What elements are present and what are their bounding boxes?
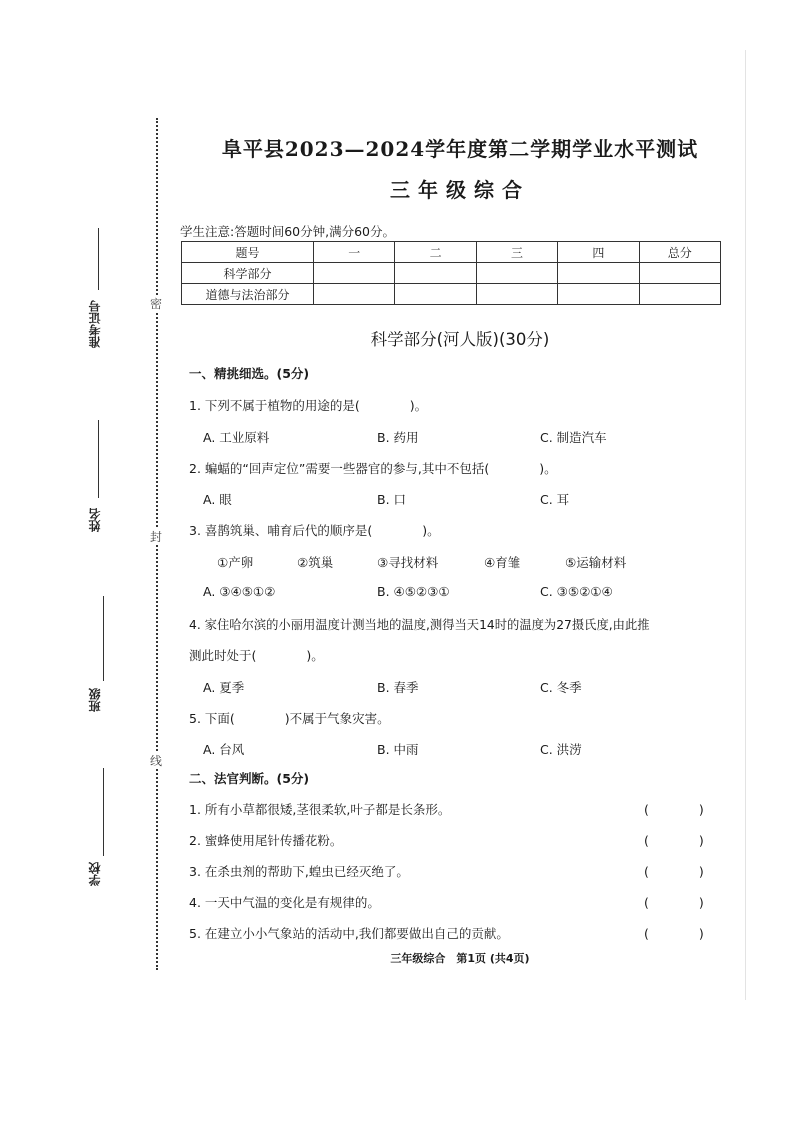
section-title: 科学部分(河人版)(30分) xyxy=(370,330,550,349)
q2-option-b: B. 口 xyxy=(377,492,407,507)
score-table-row xyxy=(182,263,721,284)
question-3: 3. 喜鹊筑巢、哺育后代的顺序是( )。 xyxy=(189,523,440,538)
q3-option-c: C. ③⑤②①④ xyxy=(540,584,613,599)
class-field[interactable] xyxy=(103,596,104,681)
statement-3: 3. 在杀虫剂的帮助下,蝗虫已经灭绝了。 xyxy=(189,864,409,879)
q1-option-b: B. 药用 xyxy=(377,430,419,445)
statement-1: 1. 所有小草都很矮,茎很柔软,叶子都是长条形。 xyxy=(189,802,451,817)
q3-option-a: A. ③④⑤①② xyxy=(203,584,276,599)
score-cell[interactable] xyxy=(314,284,395,305)
statement-2: 2. 蜜蜂使用尾针传播花粉。 xyxy=(189,833,343,848)
score-cell[interactable] xyxy=(639,284,720,305)
score-cell[interactable] xyxy=(639,263,720,284)
class-label: 班级 xyxy=(88,688,102,712)
score-cell[interactable] xyxy=(558,263,639,284)
question-5: 5. 下面( )不属于气象灾害。 xyxy=(189,711,390,726)
answer-paren[interactable]: ( ) xyxy=(644,802,704,817)
part2-heading: 二、法官判断。(5分) xyxy=(189,771,310,786)
score-table-header: 三 xyxy=(476,242,557,263)
q1-option-c: C. 制造汽车 xyxy=(540,430,607,445)
score-table-row xyxy=(182,284,721,305)
q5-option-c: C. 洪涝 xyxy=(540,742,582,757)
part1-heading: 一、精挑细选。(5分) xyxy=(189,366,310,381)
exam-no-field[interactable] xyxy=(98,228,99,290)
q2-option-c: C. 耳 xyxy=(540,492,570,507)
q5-option-a: A. 台风 xyxy=(203,742,245,757)
answer-paren[interactable]: ( ) xyxy=(644,926,704,941)
score-cell[interactable] xyxy=(395,284,476,305)
score-table-header: 二 xyxy=(395,242,476,263)
exam-no-label: 准考证号 xyxy=(88,300,102,348)
score-row-label: 道德与法治部分 xyxy=(182,284,314,305)
q4-option-c: C. 冬季 xyxy=(540,680,582,695)
school-field[interactable] xyxy=(103,768,104,856)
seal-mark-xian: 线 xyxy=(150,754,163,768)
score-cell[interactable] xyxy=(476,284,557,305)
score-table-header: 四 xyxy=(558,242,639,263)
student-note: 学生注意:答题时间60分钟,满分60分。 xyxy=(180,224,395,239)
question-1: 1. 下列不属于植物的用途的是( )。 xyxy=(189,398,428,413)
name-label: 姓名 xyxy=(88,508,102,532)
score-table-header-row xyxy=(182,242,721,263)
q5-option-b: B. 中雨 xyxy=(377,742,419,757)
score-cell[interactable] xyxy=(314,263,395,284)
q3-item: ③寻找材料 xyxy=(377,555,439,570)
answer-paren[interactable]: ( ) xyxy=(644,833,704,848)
score-table-header: 题号 xyxy=(182,242,314,263)
q3-item: ⑤运输材料 xyxy=(565,555,627,570)
exam-title: 阜平县2023—2024学年度第二学期学业水平测试 xyxy=(221,137,699,161)
seal-mark-mi: 密 xyxy=(150,297,163,311)
exam-subtitle: 三年级综合 xyxy=(390,178,530,202)
q3-item: ④育雏 xyxy=(484,555,521,570)
score-table-header: 一 xyxy=(314,242,395,263)
score-row-label: 科学部分 xyxy=(182,263,314,284)
question-4: 4. 家住哈尔滨的小丽用温度计测当地的温度,测得当天14时的温度为27摄氏度,由此推 xyxy=(189,618,650,632)
school-label: 学校 xyxy=(88,862,102,886)
q3-item: ②筑巢 xyxy=(297,555,334,570)
question-2: 2. 蝙蝠的“回声定位”需要一些器官的参与,其中不包括( )。 xyxy=(189,461,557,476)
statement-4: 4. 一天中气温的变化是有规律的。 xyxy=(189,895,380,910)
statement-5: 5. 在建立小小气象站的活动中,我们都要做出自己的贡献。 xyxy=(189,926,509,941)
score-cell[interactable] xyxy=(476,263,557,284)
answer-paren[interactable]: ( ) xyxy=(644,895,704,910)
score-table-header: 总分 xyxy=(639,242,720,263)
score-cell[interactable] xyxy=(558,284,639,305)
q3-item: ①产卵 xyxy=(217,555,254,570)
q4-option-a: A. 夏季 xyxy=(203,680,245,695)
answer-paren[interactable]: ( ) xyxy=(644,864,704,879)
q2-option-a: A. 眼 xyxy=(203,492,232,507)
score-table xyxy=(181,241,721,305)
question-4-continued: 测此时处于( )。 xyxy=(189,648,324,663)
seal-mark-feng: 封 xyxy=(150,530,163,544)
score-cell[interactable] xyxy=(395,263,476,284)
name-field[interactable] xyxy=(98,420,99,498)
q3-option-b: B. ④⑤②③① xyxy=(377,584,450,599)
q4-option-b: B. 春季 xyxy=(377,680,419,695)
q1-option-a: A. 工业原料 xyxy=(203,430,270,445)
page-footer: 三年级综合 第1页 (共4页) xyxy=(390,952,530,965)
